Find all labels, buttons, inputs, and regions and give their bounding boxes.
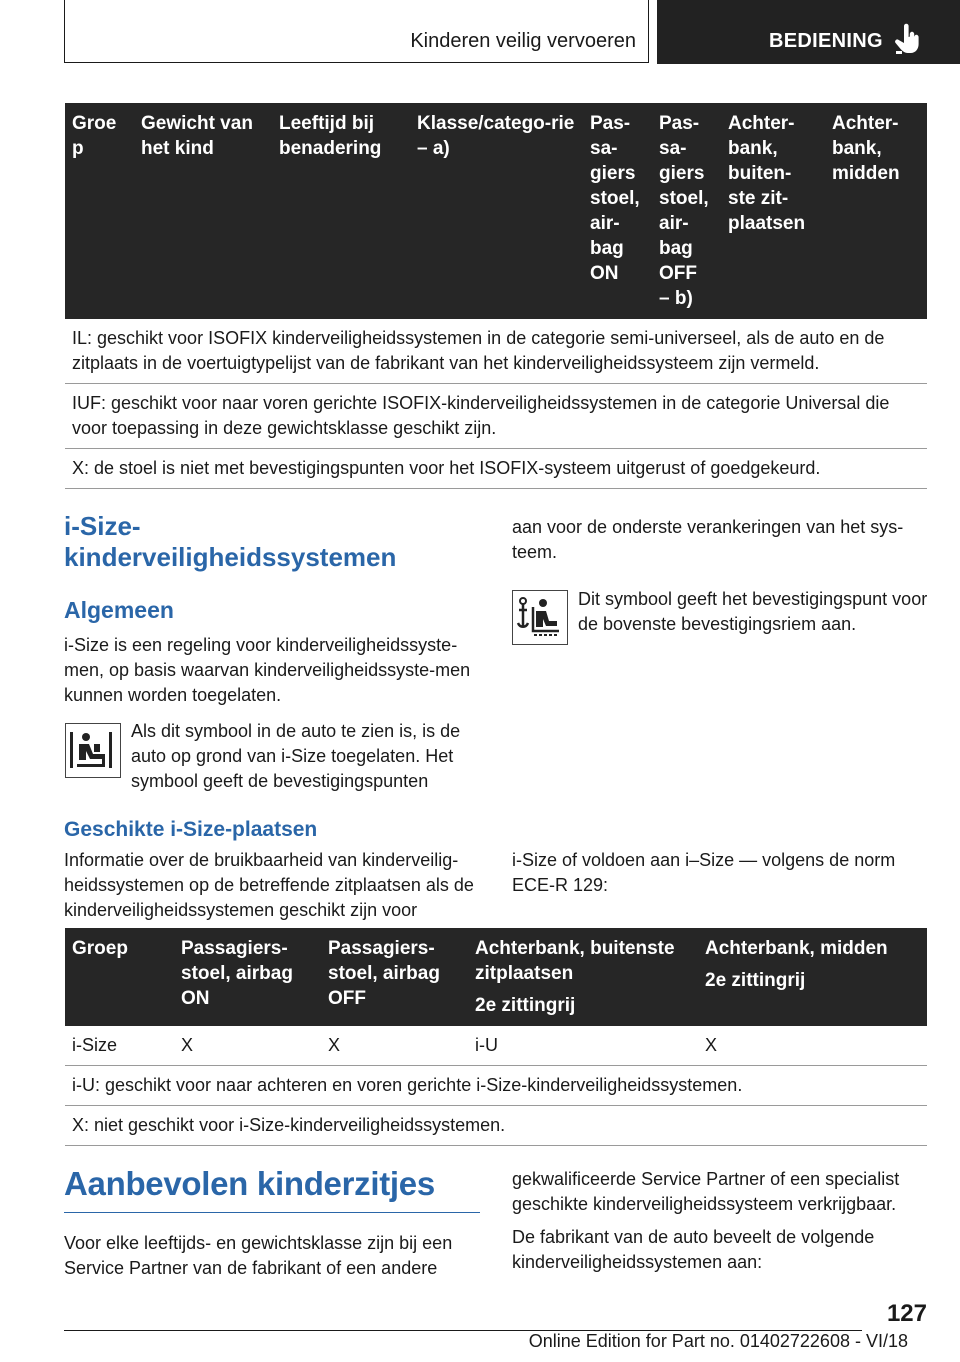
symbol1-text: Als dit symbool in de auto te zien is, is de auto op grond van i-Size toegelaten. Het symbool geeft de bevestigingspunten — [131, 721, 461, 791]
isofix-table — [65, 103, 927, 489]
section-heading-aanbevolen: Aanbevolen kinderzitjes — [64, 1165, 480, 1213]
table-note: IL: geschikt voor ISOFIX kinderveiligheidssystemen in de categorie semi-universeel, als de auto en de zitplaats in de voertuigtypelijst van de fabrikant van het kinderveiligheidssysteem zijn vermeld. — [65, 319, 927, 384]
geschikte-left-text: Informatie over de bruikbaarheid van kinderveilig-heidssystemen op de betreffende zitplaatsen als de kinderveiligheidssystemen geschikt zijn voor — [64, 850, 474, 920]
table-header-row — [65, 928, 927, 1026]
geschikte-right-text: i-Size of voldoen aan i–Size — volgens de norm ECE-R 129: — [512, 850, 896, 895]
algemeen-text: i-Size is een regeling voor kinderveiligheidssyste-men, op basis waarvan kinderveiligheidssyste-men kunnen worden toegelaten. — [64, 635, 471, 705]
section-heading-isize — [64, 511, 396, 573]
col-header: Passagiers-stoel, airbag ON — [174, 928, 321, 1026]
table-cell: X — [174, 1026, 321, 1066]
symbol2-text: Dit symbool geeft het bevestigingspunt voor de bovenste bevestigingsriem aan. — [578, 589, 928, 634]
table-header-row — [65, 103, 927, 319]
hand-touch-icon — [893, 22, 923, 56]
table-cell: i-Size — [65, 1026, 174, 1066]
table-cell: i-U — [468, 1026, 698, 1066]
table-row — [65, 1026, 927, 1066]
table-cell: X — [698, 1026, 927, 1066]
table-note-row — [65, 384, 927, 449]
aanbevolen-right-p1: gekwalificeerde Service Partner of een specialist geschikte kinderveiligheidssysteem verkrijgbaar. — [512, 1169, 900, 1214]
col-header: Pas- sa- giers stoel, air- bag OFF – b) — [652, 103, 721, 319]
top-tether-anchor-icon — [512, 590, 568, 645]
table-note: X: niet geschikt voor i-Size-kinderveiligheidssystemen. — [65, 1106, 927, 1146]
table-note: i-U: geschikt voor naar achteren en voren gerichte i-Size-kinderveiligheidssystemen. — [65, 1066, 927, 1106]
aanbevolen-right-p2: De fabrikant van de auto beveelt de volgende kinderveiligheidssystemen aan: — [512, 1227, 875, 1272]
col-header: Achter- bank, midden — [825, 103, 927, 319]
chapter-label: BEDIENING — [769, 30, 883, 52]
table-note-row — [65, 1066, 927, 1106]
col-header: Groe p — [65, 103, 134, 319]
col-header: Klasse/catego-rie – a) — [410, 103, 583, 319]
heading-line: kinderveiligheidssystemen — [64, 542, 397, 572]
col-header: Leeftijd bij benadering — [272, 103, 410, 319]
col-header: Achterbank, midden 2e zittingrij — [698, 928, 927, 1026]
aanbevolen-left-text: Voor elke leeftijds- en gewichtsklasse zijn bij een Service Partner van de fabrikant of een andere — [64, 1233, 453, 1278]
page-number: 127 — [886, 1300, 927, 1327]
table-note: X: de stoel is niet met bevestigingspunten voor het ISOFIX-systeem uitgerust of goedgekeurd. — [65, 449, 927, 489]
col-header: Passagiers-stoel, airbag OFF — [321, 928, 468, 1026]
subheading-geschikte: Geschikte i-Size-plaatsen — [64, 818, 318, 841]
isize-table — [65, 928, 927, 1146]
edition-text: Online Edition for Part no. 01402722608 - VI/18 — [528, 1331, 908, 1351]
col-header: Achter- bank, buiten- ste zit- plaatsen — [721, 103, 825, 319]
right-continuation-text: aan voor de onderste verankeringen van het sys-teem. — [512, 517, 904, 562]
col-header: Groep — [65, 928, 174, 1026]
col-header: Gewicht van het kind — [134, 103, 272, 319]
table-note-row — [65, 449, 927, 489]
table-note: IUF: geschikt voor naar voren gerichte ISOFIX-kinderveiligheidssystemen in de categorie Universal die voor toepassing in deze gewichtsklasse geschikt zijn. — [65, 384, 927, 449]
table-cell: X — [321, 1026, 468, 1066]
heading-line: i-Size- — [64, 511, 141, 541]
subheading-algemeen: Algemeen — [64, 597, 174, 623]
table-note-row — [65, 319, 927, 384]
isize-seat-icon — [65, 723, 121, 778]
section-title: Kinderen veilig vervoeren — [410, 30, 636, 52]
col-header: Pas- sa- giers stoel, air- bag ON — [583, 103, 652, 319]
table-note-row — [65, 1106, 927, 1146]
col-header: Achterbank, buitenste zitplaatsen 2e zittingrij — [468, 928, 698, 1026]
